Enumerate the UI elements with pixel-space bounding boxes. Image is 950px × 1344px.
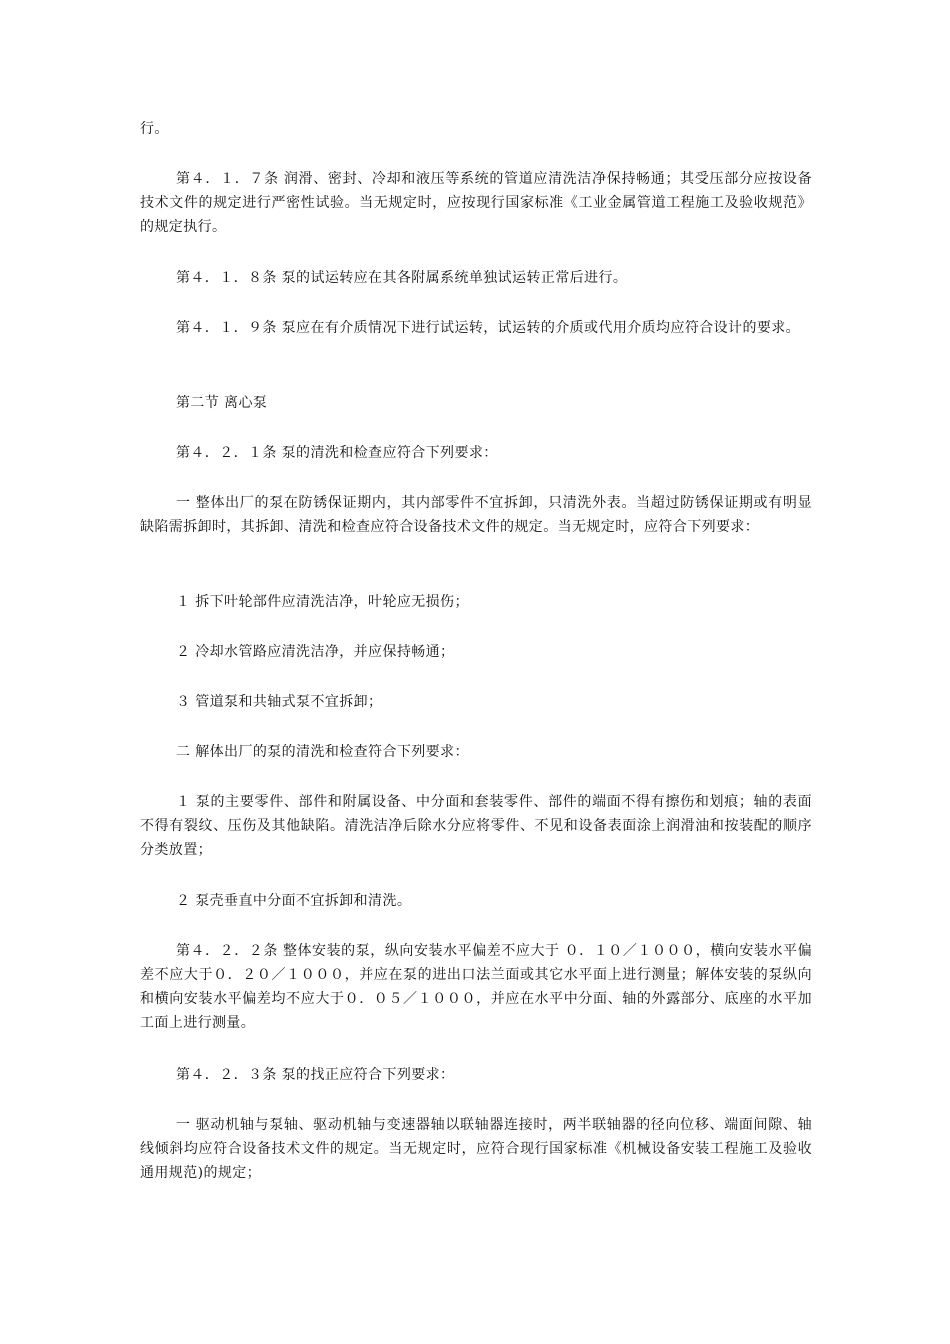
paragraph-article-4-1-9: 第４．１．９条 泵应在有介质情况下进行试运转，试运转的介质或代用介质均应符合设计的要求。	[176, 320, 801, 336]
section-heading: 第二节 离心泵	[176, 395, 268, 411]
paragraph-article-4-2-3: 第４．２．３条 泵的找正应符合下列要求：	[176, 1067, 455, 1083]
paragraph-subitem-2: ２ 冷却水管路应清洗洁净，并应保持畅通；	[176, 644, 455, 660]
paragraph-item-two: 二 解体出厂的泵的清洗和检查符合下列要求：	[176, 744, 469, 760]
paragraph-article-4-2-1: 第４．２．１条 泵的清洗和检查应符合下列要求：	[176, 445, 498, 461]
paragraph-article-4-1-8: 第４．１．８条 泵的试运转应在其各附属系统单独试运转正常后进行。	[176, 270, 628, 286]
paragraph-subitem-1: １ 拆下叶轮部件应清洗洁净，叶轮应无损伤；	[176, 594, 469, 610]
paragraph-subitem-1b: １ 泵的主要零件、部件和附属设备、中分面和套装零件、部件的端面不得有擦伤和划痕；轴的表面不得有裂纹、压伤及其他缺陷。清洗洁净后除水分应将零件、不见和设备表面涂上润滑油和按装配的顺序分类放置；	[140, 794, 812, 858]
paragraph-item-one-b: 一 驱动机轴与泵轴、驱动机轴与变速器轴以联轴器连接时，两半联轴器的径向位移、端面间隙、轴线倾斜均应符合设备技术文件的规定。当无规定时，应符合现行国家标准《机械设备安装工程施工及验收通用规范)的规定；	[140, 1117, 812, 1181]
paragraph-subitem-2b: ２ 泵壳垂直中分面不宜拆卸和清洗。	[176, 893, 412, 909]
paragraph-subitem-3: ３ 管道泵和共轴式泵不宜拆卸；	[176, 694, 383, 710]
paragraph-article-4-2-2: 第４．２．２条 整体安装的泵，纵向安装水平偏差不应大于 ０．１０／１０００，横向安装水平偏差不应大于０．２０／１０００，并应在泵的进出口法兰面或其它水平面上进行测量；解体安装的泵纵向和横向安装水平偏差均不应大于０．０５／１０００，并应在水平中分面、轴的外露部分、底座的水平加工面上进行测量。	[140, 943, 812, 1031]
paragraph-item-one: 一 整体出厂的泵在防锈保证期内，其内部零件不宜拆卸，只清洗外表。当超过防锈保证期或有明显缺陷需拆卸时，其拆卸、清洗和检查应符合设备技术文件的规定。当无规定时，应符合下列要求：	[140, 495, 812, 535]
paragraph-article-4-1-7: 第４．１．７条 润滑、密封、冷却和液压等系统的管道应清洗洁净保持畅通；其受压部分应按设备技术文件的规定进行严密性试验。当无规定时，应按现行国家标准《工业金属管道工程施工及验收规范》的规定执行。	[140, 171, 812, 235]
paragraph-continuation: 行。	[140, 121, 169, 137]
